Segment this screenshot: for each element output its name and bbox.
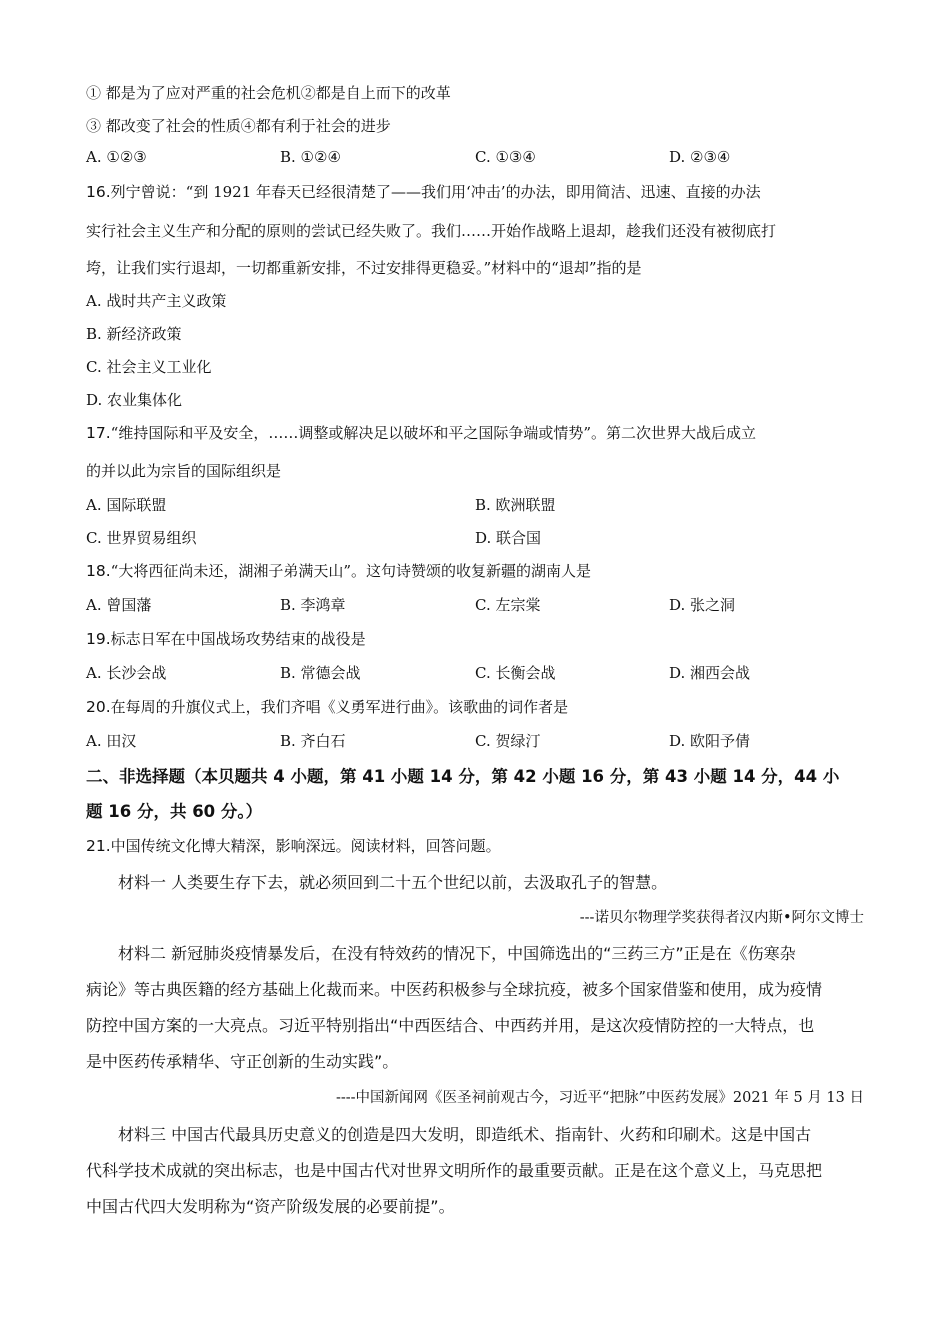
q21-stem: [86, 835, 501, 856]
q21-number: 21.: [86, 837, 111, 855]
q16-option-a: A. 战时共产主义政策: [86, 292, 227, 310]
q15-statement-1: ① 都是为了应对严重的社会危机②都是自上而下的改革: [86, 84, 451, 102]
material-1: 材料一 人类要生存下去，就必须回到二十五个世纪以前，去汲取孔子的智慧。: [118, 873, 668, 892]
q18-stem: [86, 560, 591, 581]
q16-stem-line-1: [86, 181, 761, 202]
q15-statement-2: ③ 都改变了社会的性质④都有利于社会的进步: [86, 117, 391, 135]
q19-number: 19.: [86, 630, 111, 648]
q17-option-d: D. 联合国: [475, 529, 542, 547]
material-2-line-3: 防控中国方案的一大亮点。习近平特别指出“中西医结合、中西药并用，是这次疫情防控的一大特点，也: [86, 1016, 815, 1035]
q15-option-c: C. ①③④: [475, 148, 536, 166]
q17-option-b: B. 欧洲联盟: [475, 496, 556, 514]
q20-option-d: D. 欧阳予倩: [669, 732, 751, 750]
q18-option-c: C. 左宗棠: [475, 596, 541, 614]
q19-option-b: B. 常德会战: [280, 664, 361, 682]
q18-text-1: “大将西征尚未还，湖湘子弟满天山”。这句诗赞颂的收复新疆的湖南人是: [110, 562, 591, 580]
q20-option-a: A. 田汉: [86, 732, 137, 750]
q17-option-c: C. 世界贸易组织: [86, 529, 197, 547]
q19-option-c: C. 长衡会战: [475, 664, 556, 682]
q19-option-a: A. 长沙会战: [86, 664, 167, 682]
q20-option-b: B. 齐白石: [280, 732, 346, 750]
q16-number: 16.: [86, 183, 111, 201]
material-3-line-1: 材料三 中国古代最具历史意义的创造是四大发明，即造纸术、指南针、火药和印刷术。这是中国古: [118, 1125, 812, 1144]
material-3-line-3: 中国古代四大发明称为“资产阶级发展的必要前提”。: [86, 1197, 455, 1216]
q20-option-c: C. 贺绿汀: [475, 732, 541, 750]
section-2-heading-line-2: 题 16 分，共 60 分。）: [86, 802, 263, 821]
q18-option-a: A. 曾国藩: [86, 596, 152, 614]
material-2-source: ----中国新闻网《医圣祠前观古今，习近平“把脉”中医药发展》2021 年 5 月 13 日: [335, 1090, 864, 1106]
material-3-line-2: 代科学技术成就的突出标志，也是中国古代对世界文明所作的最重要贡献。正是在这个意义上，马克思把: [86, 1161, 823, 1180]
q20-stem: [86, 696, 568, 717]
q16-stem-line-3: 垮，让我们实行退却，一切都重新安排，不过安排得更稳妥。”材料中的“退却”指的是: [86, 259, 642, 277]
material-2-line-2: 病论》等古典医籍的经方基础上化裁而来。中医药积极参与全球抗疫，被多个国家借鉴和使用，成为疫情: [86, 980, 823, 999]
q19-text-1: 标志日军在中国战场攻势结束的战役是: [110, 630, 366, 648]
q17-number: 17.: [86, 424, 111, 442]
q19-stem: [86, 628, 366, 649]
q17-option-a: A. 国际联盟: [86, 496, 167, 514]
material-2-line-4: 是中医药传承精华、守正创新的生动实践”。: [86, 1052, 399, 1071]
q21-text-1: 中国传统文化博大精深，影响深远。阅读材料，回答问题。: [110, 837, 501, 855]
q16-option-d: D. 农业集体化: [86, 391, 183, 409]
q15-option-d: D. ②③④: [669, 148, 731, 166]
q16-option-c: C. 社会主义工业化: [86, 358, 212, 376]
q20-text-1: 在每周的升旗仪式上，我们齐唱《义勇军进行曲》。该歌曲的词作者是: [110, 698, 569, 716]
q15-option-b: B. ①②④: [280, 148, 341, 166]
q17-text-1: “维持国际和平及安全，……调整或解决足以破坏和平之国际争端或情势”。第二次世界大战后成立: [110, 424, 756, 442]
q16-option-b: B. 新经济政策: [86, 325, 182, 343]
q18-option-d: D. 张之洞: [669, 596, 736, 614]
section-2-heading-line-1: 二、非选择题（本贝题共 4 小题，第 41 小题 14 分，第 42 小题 16 分，第 43 小题 14 分，44 小: [86, 767, 840, 786]
q18-option-b: B. 李鸿章: [280, 596, 346, 614]
q20-number: 20.: [86, 698, 111, 716]
material-1-source: ---诺贝尔物理学奖获得者汉内斯•阿尔文博士: [579, 910, 864, 926]
material-2-line-1: 材料二 新冠肺炎疫情暴发后，在没有特效药的情况下，中国筛选出的“三药三方”正是在《伤寒杂: [118, 944, 796, 963]
q18-number: 18.: [86, 562, 111, 580]
q15-option-a: A. ①②③: [86, 148, 147, 166]
q16-stem-line-2: 实行社会主义生产和分配的原则的尝试已经失败了。我们……开始作战略上退却，趁我们还没有被彻底打: [86, 222, 777, 240]
q17-stem-line-2: 的并以此为宗旨的国际组织是: [86, 462, 282, 480]
q17-stem-line-1: [86, 422, 756, 443]
q19-option-d: D. 湘西会战: [669, 664, 751, 682]
q16-text-1: 列宁曾说：“到 1921 年春天已经很清楚了——我们用‘冲击’的办法，即用简洁、迅速、直接的办法: [110, 183, 761, 201]
